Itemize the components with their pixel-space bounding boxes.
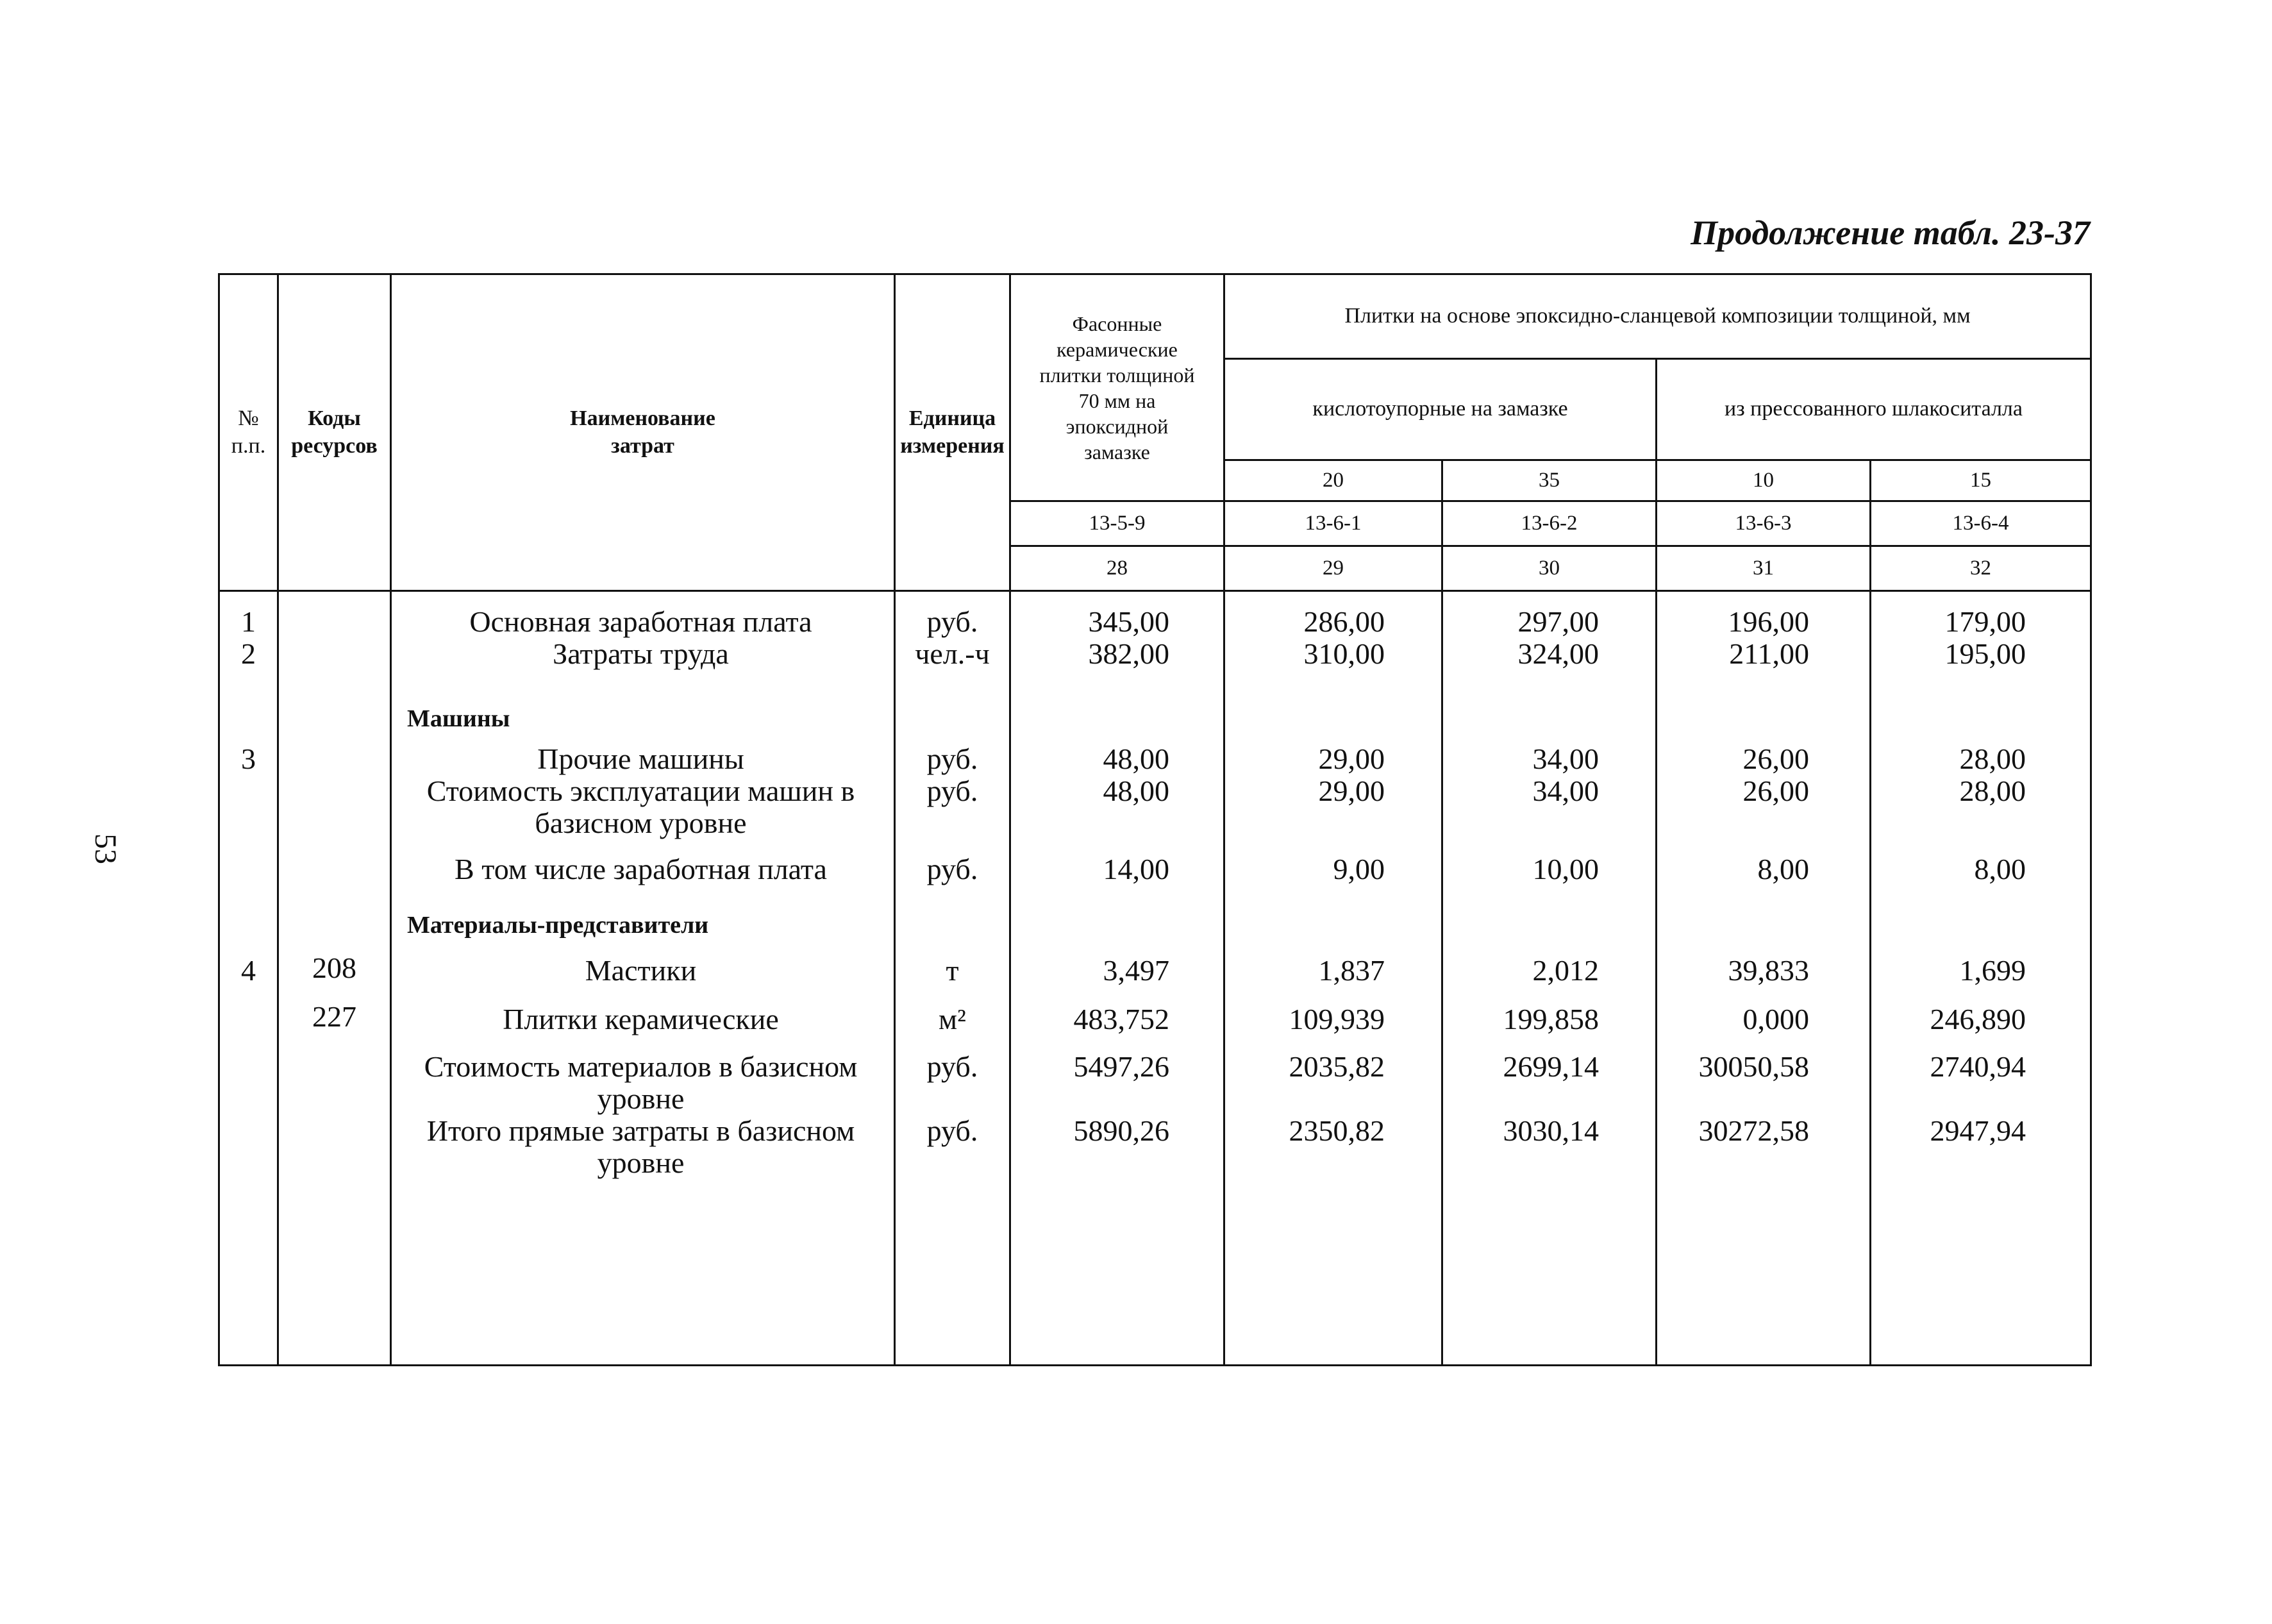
value-cell: 199,858: [1503, 1003, 1599, 1035]
value-cell: 39,833: [1728, 954, 1809, 987]
value-cell: 297,00: [1517, 605, 1599, 638]
value-cell: 34,00: [1532, 774, 1599, 807]
unit-cell: руб.: [926, 1114, 978, 1147]
value-cell: 211,00: [1729, 637, 1809, 670]
section-heading: Материалы-представители: [407, 912, 709, 939]
value-cell: 48,00: [1103, 742, 1169, 775]
resource-code: 227: [312, 1000, 356, 1033]
row-number: 1: [241, 605, 256, 638]
value-cell: 48,00: [1103, 774, 1169, 807]
value-cell: 1,837: [1318, 954, 1385, 987]
body-value-column: [1871, 591, 2091, 1366]
value-cell: 0,000: [1742, 1003, 1809, 1035]
unit-cell: чел.-ч: [915, 637, 990, 670]
value-cell: 483,752: [1073, 1003, 1169, 1035]
body-value-column: [1224, 591, 1442, 1366]
column-number: 28: [1010, 546, 1224, 591]
value-cell: 8,00: [1757, 853, 1809, 885]
unit-cell: руб.: [926, 1050, 978, 1083]
value-cell: 345,00: [1088, 605, 1169, 638]
column-number: 31: [1657, 546, 1871, 591]
row-number: 3: [241, 742, 256, 775]
cost-item-name: Затраты труда: [553, 637, 729, 670]
body-name-column: [391, 591, 895, 1366]
code-cell: 13-6-1: [1224, 501, 1442, 546]
value-cell: 179,00: [1944, 605, 2026, 638]
value-cell: 3,497: [1103, 954, 1169, 987]
value-cell: 5497,26: [1073, 1050, 1169, 1083]
value-cell: 286,00: [1303, 605, 1385, 638]
section-heading: Машины: [407, 705, 510, 732]
header-codes: Коды ресурсов: [278, 274, 391, 591]
header-unit: Единица измерения: [895, 274, 1010, 591]
value-cell: 29,00: [1318, 742, 1385, 775]
thickness-cell: 15: [1871, 460, 2091, 501]
unit-cell: руб.: [926, 853, 978, 885]
unit-cell: руб.: [926, 605, 978, 638]
unit-cell: т: [946, 954, 959, 987]
value-cell: 34,00: [1532, 742, 1599, 775]
value-cell: 26,00: [1742, 774, 1809, 807]
value-cell: 8,00: [1974, 853, 2026, 885]
value-cell: 324,00: [1517, 637, 1599, 670]
value-cell: 382,00: [1088, 637, 1169, 670]
code-cell: 13-6-2: [1442, 501, 1657, 546]
row-number: 4: [241, 954, 256, 987]
body-value-column: [1442, 591, 1657, 1366]
cost-item-name: Стоимость материалов в базисном уровне: [424, 1050, 858, 1115]
thickness-cell: 10: [1657, 460, 1871, 501]
value-cell: 2035,82: [1289, 1050, 1385, 1083]
cost-item-name: Итого прямые затраты в базисном уровне: [426, 1114, 855, 1179]
column-number: 29: [1224, 546, 1442, 591]
value-cell: 10,00: [1532, 853, 1599, 885]
cost-item-name: В том числе заработная плата: [455, 853, 827, 885]
value-cell: 2740,94: [1930, 1050, 2026, 1083]
value-cell: 310,00: [1303, 637, 1385, 670]
cost-item-name: Основная заработная плата: [469, 605, 812, 638]
body-unit-column: [895, 591, 1010, 1366]
value-cell: 1,699: [1959, 954, 2026, 987]
body-value-column: [1657, 591, 1871, 1366]
value-cell: 26,00: [1742, 742, 1809, 775]
header-acid-resistant: кислотоупорные на замазке: [1224, 359, 1657, 460]
value-cell: 195,00: [1944, 637, 2026, 670]
value-cell: 28,00: [1959, 742, 2026, 775]
row-number: 2: [241, 637, 256, 670]
value-cell: 28,00: [1959, 774, 2026, 807]
value-cell: 5890,26: [1073, 1114, 1169, 1147]
header-pressed-slag: из прессованного шлакоситалла: [1657, 359, 2091, 460]
value-cell: 246,890: [1930, 1003, 2026, 1035]
value-cell: 30050,58: [1698, 1050, 1809, 1083]
body-code-column: [278, 591, 391, 1366]
value-cell: 9,00: [1333, 853, 1385, 885]
thickness-cell: 35: [1442, 460, 1657, 501]
header-shaped-tiles: Фасонные керамические плитки толщиной 70 мм на эпоксидной замазке: [1010, 274, 1224, 501]
thickness-cell: 20: [1224, 460, 1442, 501]
table-caption: Продолжение табл. 23-37: [1691, 213, 2090, 252]
value-cell: 29,00: [1318, 774, 1385, 807]
body-value-column: [1010, 591, 1224, 1366]
unit-cell: м²: [939, 1003, 966, 1035]
column-number: 32: [1871, 546, 2091, 591]
unit-cell: руб.: [926, 742, 978, 775]
value-cell: 109,939: [1289, 1003, 1385, 1035]
code-cell: 13-6-4: [1871, 501, 2091, 546]
value-cell: 30272,58: [1698, 1114, 1809, 1147]
value-cell: 2,012: [1532, 954, 1599, 987]
code-cell: 13-5-9: [1010, 501, 1224, 546]
cost-item-name: Плитки керамические: [503, 1003, 779, 1035]
page-number: 53: [88, 833, 122, 864]
value-cell: 14,00: [1103, 853, 1169, 885]
value-cell: 2350,82: [1289, 1114, 1385, 1147]
header-name: Наименование затрат: [391, 274, 895, 591]
value-cell: 3030,14: [1503, 1114, 1599, 1147]
value-cell: 2947,94: [1930, 1114, 2026, 1147]
column-number: 30: [1442, 546, 1657, 591]
cost-item-name: Стоимость эксплуатации машин в базисном уровне: [426, 774, 855, 839]
resource-code: 208: [312, 951, 356, 984]
unit-cell: руб.: [926, 774, 978, 807]
cost-table: [218, 273, 2090, 1364]
value-cell: 2699,14: [1503, 1050, 1599, 1083]
cost-item-name: Мастики: [585, 954, 697, 987]
header-group-title: Плитки на основе эпоксидно-сланцевой композиции толщиной, мм: [1224, 274, 2091, 359]
cost-item-name: Прочие машины: [537, 742, 744, 775]
body-no-column: [219, 591, 278, 1366]
code-cell: 13-6-3: [1657, 501, 1871, 546]
value-cell: 196,00: [1728, 605, 1809, 638]
header-no: № п.п.: [219, 274, 278, 591]
